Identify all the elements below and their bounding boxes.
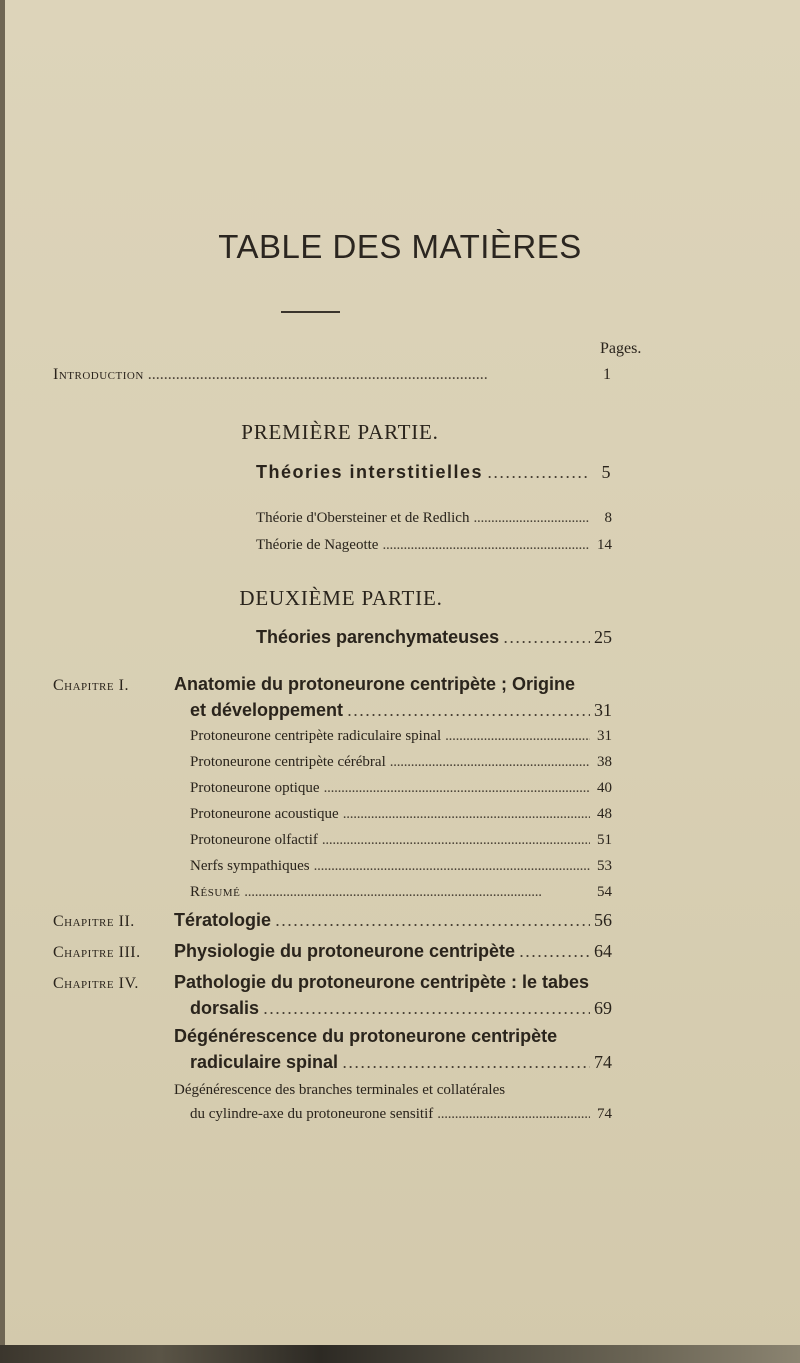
chapter-4-title[interactable]: Pathologie du protoneurone centripète : le tabes xyxy=(174,972,590,992)
leader-dots xyxy=(263,998,590,1019)
leader-dots xyxy=(342,1052,590,1073)
leader-dots xyxy=(382,537,590,554)
toc-entry-cerebral[interactable] xyxy=(190,754,612,771)
toc-entry-chapter-1[interactable] xyxy=(190,700,612,721)
leader-dots xyxy=(519,941,590,962)
toc-entry-resume[interactable] xyxy=(190,884,612,901)
entry-label: Physiologie du protoneurone centripète xyxy=(174,941,516,961)
chapter-4-label: Chapitre IV. xyxy=(53,975,139,992)
leader-dots xyxy=(347,700,590,721)
entry-page: 40 xyxy=(597,780,612,796)
entry-label: et développement xyxy=(190,700,344,720)
entry-label: Nerfs sympathiques xyxy=(190,858,310,874)
chapter-4-sub1-title[interactable]: Dégénérescence du protoneurone centripète xyxy=(174,1026,558,1046)
entry-page: 54 xyxy=(597,884,612,900)
toc-entry-chapter-4-sub2[interactable] xyxy=(190,1106,612,1123)
entry-page: 1 xyxy=(603,366,611,383)
leader-dots xyxy=(322,832,590,849)
chapter-1-label: Chapitre I. xyxy=(53,677,129,694)
toc-entry-nageotte[interactable] xyxy=(256,537,612,554)
toc-entry-obersteiner[interactable] xyxy=(256,510,612,527)
entry-page: 14 xyxy=(597,537,612,553)
leader-dots xyxy=(324,780,590,797)
page-title: TABLE DES MATIÈRES xyxy=(218,228,582,265)
entry-page: 8 xyxy=(604,510,612,526)
entry-label: Théorie de Nageotte xyxy=(256,537,379,553)
entry-page: 31 xyxy=(597,728,612,744)
leader-dots xyxy=(314,858,590,875)
leader-dots xyxy=(343,806,590,823)
toc-entry-theories-parenchymateuses[interactable] xyxy=(256,627,612,648)
entry-page: 48 xyxy=(597,806,612,822)
toc-entry-chapter-4-sub1[interactable] xyxy=(190,1052,612,1073)
entry-label: dorsalis xyxy=(190,998,260,1018)
toc-entry-olfactif[interactable] xyxy=(190,832,612,849)
entry-label: Protoneurone acoustique xyxy=(190,806,339,822)
entry-label: Tératologie xyxy=(174,910,272,930)
entry-page: 74 xyxy=(594,1052,612,1072)
toc-entry-chapter-2[interactable] xyxy=(174,910,612,931)
entry-label: Résumé xyxy=(190,884,241,900)
entry-label: Théories parenchymateuses xyxy=(256,627,500,647)
leader-dots xyxy=(487,462,590,483)
scan-bottom-edge xyxy=(0,1345,800,1363)
toc-entry-sympathiques[interactable] xyxy=(190,858,612,875)
toc-entry-theories-interstitielles[interactable] xyxy=(256,462,612,483)
chapter-3-label: Chapitre III. xyxy=(53,944,141,961)
entry-label: Protoneurone centripète cérébral xyxy=(190,754,386,770)
pages-column-label: Pages. xyxy=(600,340,642,357)
entry-page: 69 xyxy=(594,998,612,1018)
entry-page: 31 xyxy=(594,700,612,720)
leader-dots xyxy=(275,910,590,931)
entry-page: 53 xyxy=(597,858,612,874)
leader-dots xyxy=(437,1106,590,1123)
entry-page: 25 xyxy=(594,627,612,647)
entry-label: du cylindre-axe du protoneurone sensitif xyxy=(190,1106,434,1122)
entry-page: 38 xyxy=(597,754,612,770)
toc-entry-chapter-3[interactable] xyxy=(174,941,612,962)
entry-label: Protoneurone centripète radiculaire spinal xyxy=(190,728,442,744)
chapter-1-title[interactable]: Anatomie du protoneurone centripète ; Origine xyxy=(174,674,576,694)
toc-entry-chapter-4[interactable] xyxy=(190,998,612,1019)
part1-heading: PREMIÈRE PARTIE. xyxy=(241,420,439,444)
entry-page: 5 xyxy=(601,462,612,482)
part2-heading: DEUXIÈME PARTIE. xyxy=(239,586,443,610)
chapter-2-label: Chapitre II. xyxy=(53,913,135,930)
toc-entry-acoustique[interactable] xyxy=(190,806,612,823)
leader-dots xyxy=(445,728,590,745)
toc-entry-optique[interactable] xyxy=(190,780,612,797)
leader-dots xyxy=(503,627,590,648)
entry-label: Introduction xyxy=(53,366,144,383)
title-rule xyxy=(281,311,340,313)
leader-dots xyxy=(244,884,590,901)
entry-label: radiculaire spinal xyxy=(190,1052,339,1072)
entry-label: Protoneurone optique xyxy=(190,780,320,796)
entry-page: 56 xyxy=(594,910,612,930)
leader-dots xyxy=(473,510,590,527)
entry-page: 64 xyxy=(594,941,612,961)
leader-dots xyxy=(390,754,590,771)
entry-page: 51 xyxy=(597,832,612,848)
entry-label: Protoneurone olfactif xyxy=(190,832,318,848)
toc-entry-introduction[interactable] xyxy=(53,366,611,384)
page-edge xyxy=(0,0,5,1363)
entry-page: 74 xyxy=(597,1106,612,1122)
entry-label: Théorie d'Obersteiner et de Redlich xyxy=(256,510,470,526)
leader-dots xyxy=(148,366,589,384)
chapter-4-sub2-title[interactable]: Dégénérescence des branches terminales et collatérales xyxy=(174,1082,506,1098)
entry-label: Théories interstitielles xyxy=(256,462,484,482)
toc-entry-radiculaire[interactable] xyxy=(190,728,612,745)
